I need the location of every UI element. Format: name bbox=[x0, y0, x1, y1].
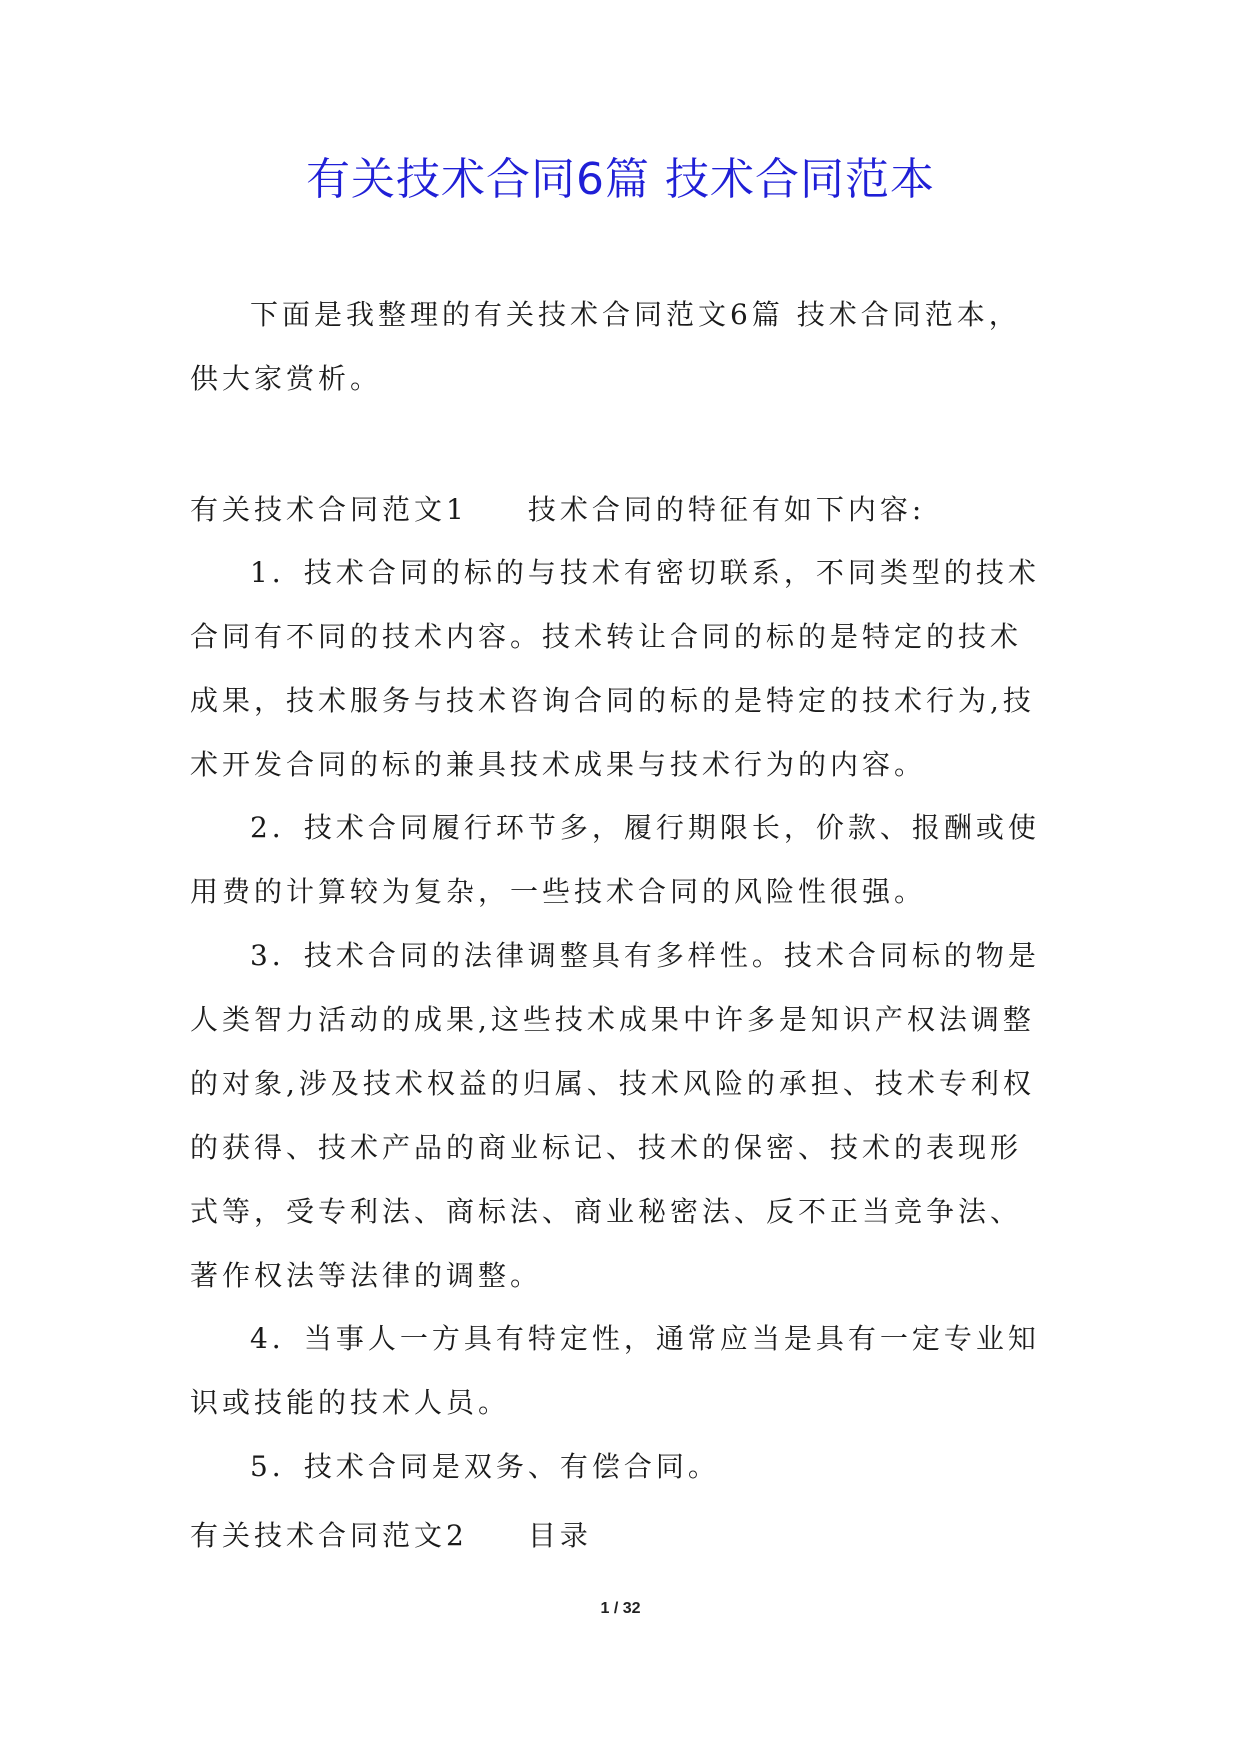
section-2-line bbox=[190, 1504, 1052, 1568]
paragraph-item-5: 5．技术合同是双务、有偿合同。 bbox=[250, 1450, 720, 1483]
section-2-lead: 目录 bbox=[527, 1519, 592, 1552]
section-1-line bbox=[190, 478, 1052, 542]
intro-paragraph: 下面是我整理的有关技术合同范文6篇 技术合同范本，供大家赏析。 bbox=[190, 298, 1021, 395]
section-2-heading: 有关技术合同范文2 bbox=[190, 1519, 468, 1552]
paragraph-item-1: 1．技术合同的标的与技术有密切联系，不同类型的技术合同有不同的技术内容。技术转让合同的标的是特定的技术成果，技术服务与技术咨询合同的标的是特定的技术行为,技术开发合同的标的兼具技术成果与技术行为的内容。 bbox=[190, 556, 1040, 781]
paragraph-item-4: 4．当事人一方具有特定性，通常应当是具有一定专业知识或技能的技术人员。 bbox=[190, 1322, 1040, 1419]
section-1-lead: 技术合同的特征有如下内容: bbox=[527, 493, 926, 526]
section-1-heading: 有关技术合同范文1 bbox=[190, 493, 468, 526]
document-title: 有关技术合同6篇 技术合同范本 bbox=[306, 154, 935, 205]
page-number: 1 / 32 bbox=[600, 1600, 641, 1617]
paragraph-item-3: 3．技术合同的法律调整具有多样性。技术合同标的物是人类智力活动的成果,这些技术成果中许多是知识产权法调整的对象,涉及技术权益的归属、技术风险的承担、技术专利权的获得、技术产品的商业标记、技术的保密、技术的表现形式等，受专利法、商标法、商业秘密法、反不正当竞争法、著作权法等法律的调整。 bbox=[190, 939, 1040, 1292]
paragraph-item-2: 2．技术合同履行环节多，履行期限长，价款、报酬或使用费的计算较为复杂，一些技术合同的风险性很强。 bbox=[190, 811, 1040, 908]
